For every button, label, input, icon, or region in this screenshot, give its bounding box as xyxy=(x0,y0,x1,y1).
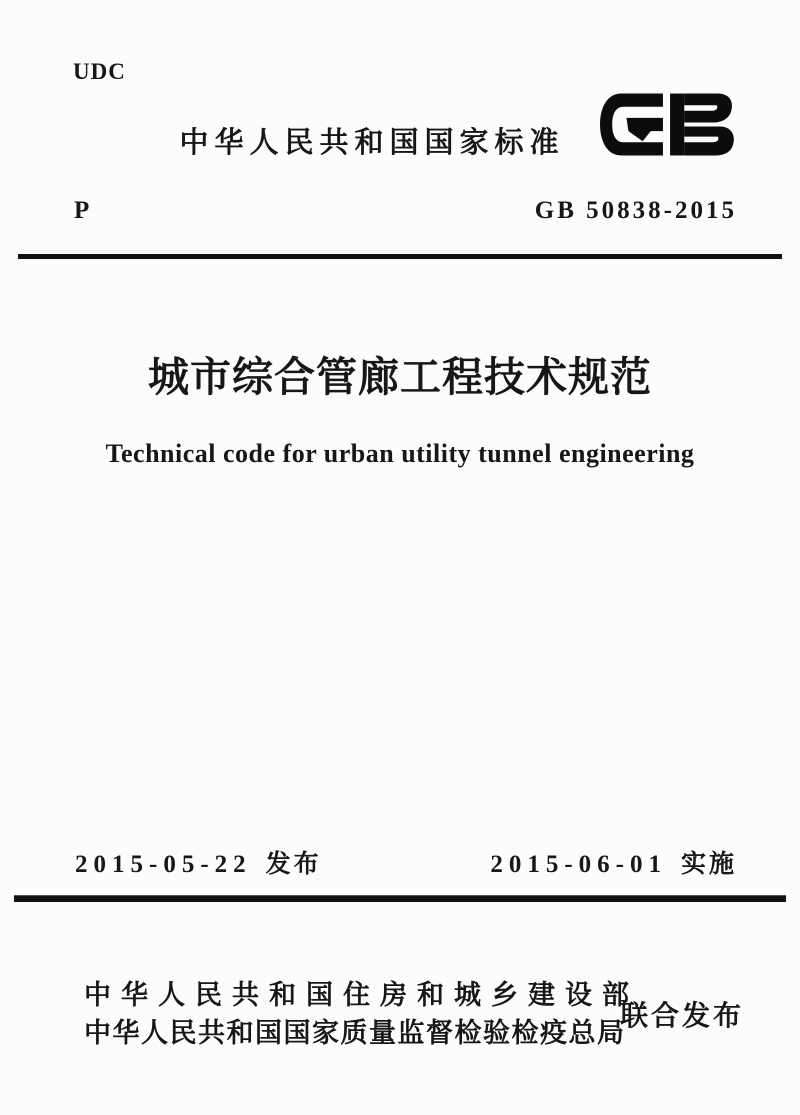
issue-date: 2015-05-22 xyxy=(75,851,252,878)
bottom-divider-rule xyxy=(14,895,786,902)
publishers-block xyxy=(84,976,639,1052)
implement-label: 实施 xyxy=(680,850,737,878)
implement-date: 2015-06-01 xyxy=(490,851,667,878)
joint-release-label: 联合发布 xyxy=(620,1000,745,1031)
publisher-line-2: 中华人民共和国国家质量监督检验检疫总局 xyxy=(84,1018,626,1048)
udc-label: UDC xyxy=(73,59,126,84)
classification-p-label: P xyxy=(74,197,90,224)
issue-label: 发布 xyxy=(265,850,322,878)
document-title-zh: 城市综合管廊工程技术规范 xyxy=(148,354,652,400)
date-row xyxy=(0,848,800,882)
publisher-line-1: 中华人民共和国住房和城乡建设部 xyxy=(84,980,639,1010)
implement-date-group xyxy=(490,848,737,882)
standard-number: GB 50838-2015 xyxy=(534,197,737,224)
document-title-en: Technical code for urban utility tunnel engineering xyxy=(105,439,695,468)
top-divider-rule xyxy=(18,254,782,259)
standard-type-heading: 中华人民共和国国家标准 xyxy=(179,127,565,159)
issue-date-group xyxy=(75,848,322,882)
gb-logo-icon xyxy=(598,90,735,159)
